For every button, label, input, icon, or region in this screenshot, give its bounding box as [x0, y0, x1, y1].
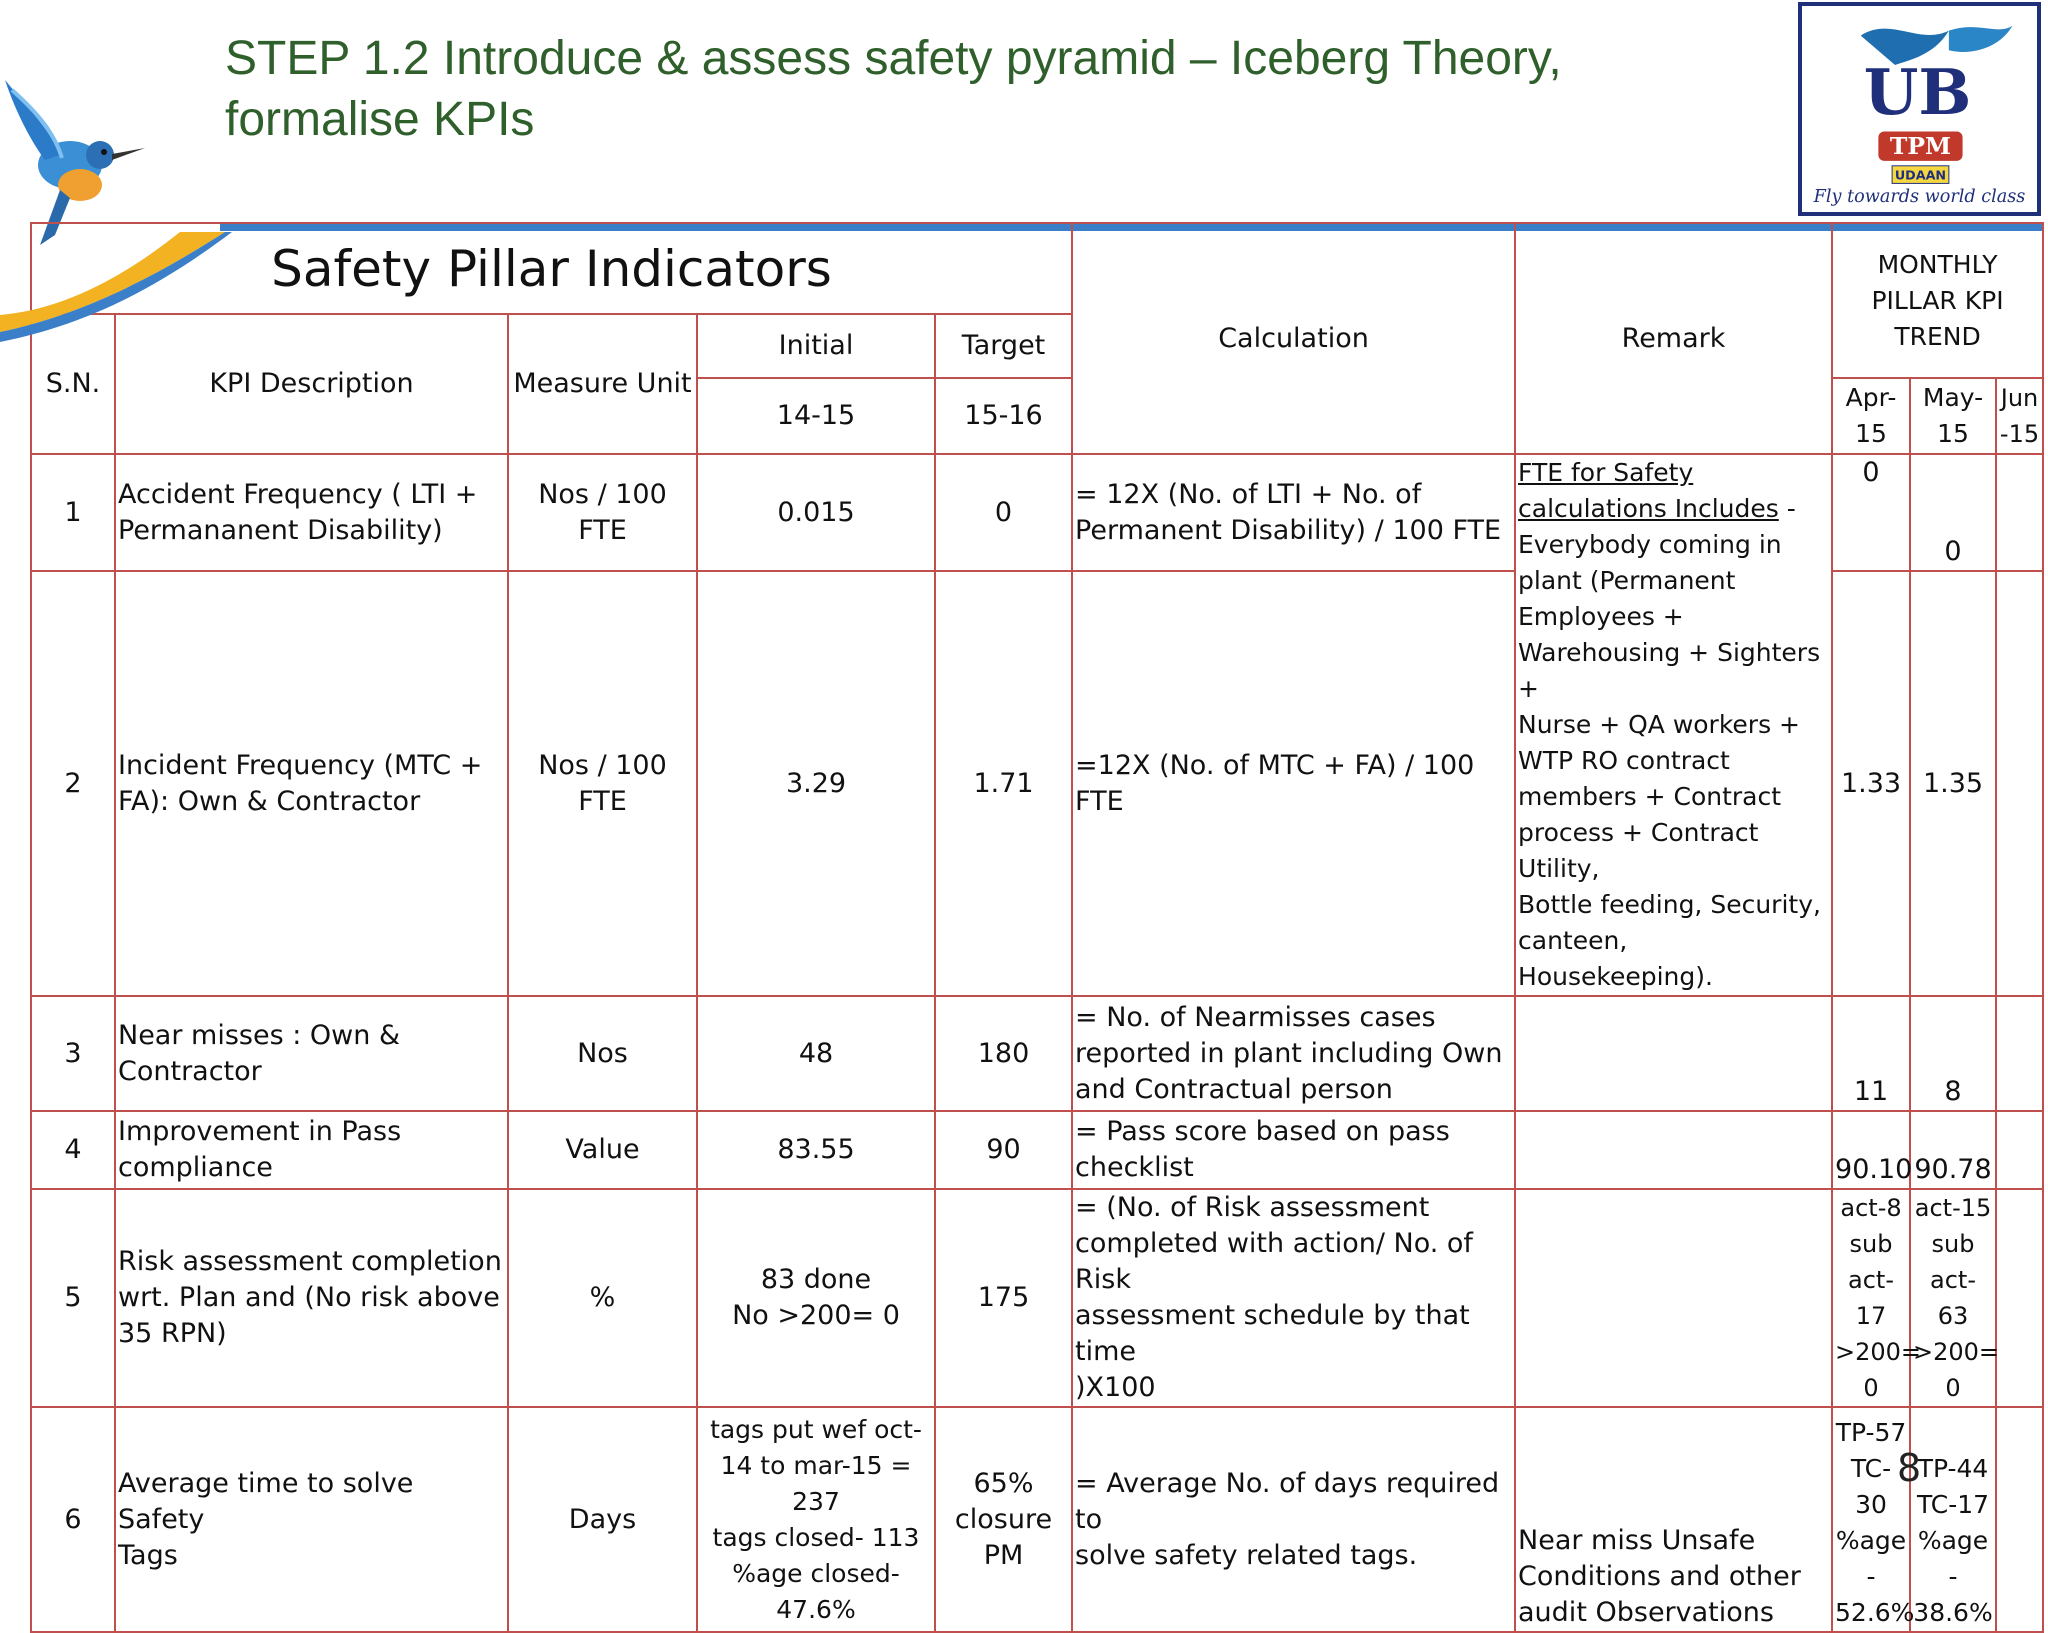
- header-calculation: Calculation: [1072, 223, 1515, 454]
- cell-text-line: Improvement in Pass: [118, 1116, 402, 1147]
- row-calculation: [1072, 996, 1515, 1111]
- row-apr: [1832, 571, 1910, 996]
- cell-text-line: = Pass score based on pass: [1075, 1116, 1450, 1147]
- row-initial: [697, 1189, 935, 1407]
- cell-text-line: plant (Permanent: [1518, 566, 1736, 595]
- header-target-year: 15-16: [935, 378, 1072, 454]
- cell-text-line: Bottle feeding, Security,: [1518, 890, 1821, 919]
- cell-text-line: audit Observations: [1518, 1597, 1774, 1628]
- row-sn: 6: [31, 1407, 115, 1632]
- row-initial: [697, 1407, 935, 1632]
- cell-text-line: compliance: [118, 1152, 273, 1183]
- title-line-1: STEP 1.2 Introduce & assess safety pyramid – Iceberg Theory,: [225, 32, 1562, 85]
- cell-text-line: Near miss Unsafe: [1518, 1525, 1756, 1556]
- logo-graphic: [1802, 6, 2037, 212]
- header-kpi-description: KPI Description: [115, 314, 508, 454]
- corner-swoosh-decoration: [0, 220, 240, 340]
- cell-text-line: checklist: [1075, 1152, 1194, 1183]
- month-apr-top: Apr-: [1845, 383, 1897, 412]
- cell-text-line: completed with action/ No. of Risk: [1075, 1228, 1473, 1295]
- cell-text-line: 38.6%: [1913, 1598, 1993, 1627]
- cell-text-line: Permananent Disability): [118, 514, 443, 546]
- cell-text-line: Warehousing + Sighters +: [1518, 638, 1821, 703]
- row-may: [1910, 996, 1996, 1111]
- row-target: [935, 1189, 1072, 1407]
- table-row: [31, 1189, 2043, 1407]
- cell-text-line: >200=: [1835, 1338, 1922, 1366]
- cell-text-line: %age closed-: [732, 1558, 900, 1588]
- cell-text-line: [1999, 1036, 2040, 1072]
- cell-text-line: >200=: [1913, 1338, 2000, 1366]
- row-target: [935, 996, 1072, 1111]
- cell-text-line: TC-17: [1916, 1490, 1990, 1519]
- row-kpi: [115, 1407, 508, 1632]
- row-unit: Value: [508, 1111, 697, 1189]
- cell-text-line: =12X (No. of MTC + FA) / 100 FTE: [1075, 749, 1475, 817]
- row-target: [935, 1407, 1072, 1632]
- row-jun: [1996, 1189, 2043, 1407]
- cell-text-line: 90: [986, 1134, 1021, 1165]
- cell-text-line: members + Contract: [1518, 782, 1782, 811]
- row-may: [1910, 454, 1996, 571]
- remark-link-line-1: FTE for Safety: [1518, 458, 1694, 487]
- cell-text-line: sub: [1931, 1230, 1975, 1258]
- header-month-jun: [1996, 378, 2043, 454]
- row-initial: [697, 454, 935, 571]
- row-sn: 3: [31, 996, 115, 1111]
- row-may: [1910, 1189, 2000, 1407]
- row-may: [1910, 1111, 1996, 1189]
- cell-text-line: act- 63: [1930, 1266, 1976, 1330]
- cell-text-line: [1999, 766, 2040, 802]
- cell-text-line: 11: [1853, 1076, 1889, 1107]
- header-sn: S.N.: [31, 314, 115, 454]
- row-jun: [1996, 996, 2043, 1111]
- cell-text-line: TC-30: [1850, 1454, 1892, 1519]
- table-row: [31, 454, 2043, 571]
- cell-text-line: Incident Frequency (MTC +: [118, 749, 483, 781]
- remark-body: [1518, 527, 1829, 995]
- cell-text-line: = 12X (No. of LTI + No. of: [1075, 478, 1422, 510]
- cell-text-line: [1518, 1280, 1829, 1316]
- header-month-apr: [1832, 378, 1910, 454]
- row-calculation: [1072, 1189, 1515, 1407]
- row-target: [935, 454, 1072, 571]
- cell-text-line: = No. of Nearmisses cases: [1075, 1001, 1436, 1033]
- cell-text-line: Near misses : Own &: [118, 1019, 400, 1051]
- trend-line-2: PILLAR KPI: [1871, 285, 2004, 315]
- month-may-bottom: 15: [1937, 419, 1969, 448]
- cell-text-line: [1999, 1132, 2040, 1168]
- row-remark: [1515, 1407, 1832, 1632]
- cell-text-line: reported in plant including Own: [1075, 1037, 1503, 1069]
- cell-text-line: 1.35: [1922, 767, 1984, 799]
- cell-text-line: 65%: [973, 1467, 1034, 1499]
- row-unit: Days: [508, 1407, 697, 1632]
- cell-text-line: [1518, 1036, 1829, 1072]
- row-apr: [1832, 1407, 1915, 1632]
- cell-text-line: 0: [1863, 1374, 1879, 1402]
- logo-sub: UDAAN: [1894, 167, 1947, 183]
- row-initial: [697, 571, 935, 996]
- cell-text-line: PM: [983, 1539, 1024, 1571]
- header-month-may: [1910, 378, 1996, 454]
- row-apr: [1832, 1111, 1913, 1189]
- logo-badge: TPM: [1889, 132, 1952, 161]
- cell-text-line: act-15: [1914, 1194, 1992, 1222]
- cell-text-line: = Average No. of days required to: [1075, 1467, 1500, 1535]
- cell-text-line: [1518, 1132, 1829, 1168]
- cell-text-line: %age -: [1917, 1526, 1989, 1591]
- cell-text-line: = (No. of Risk assessment: [1075, 1192, 1430, 1223]
- cell-text-line: Accident Frequency ( LTI +: [118, 478, 478, 510]
- cell-text-line: 237: [792, 1486, 840, 1516]
- cell-text-line: %age: [1835, 1526, 1907, 1555]
- cell-text-line: 14 to mar-15 =: [720, 1450, 912, 1480]
- row-may: [1910, 571, 1996, 996]
- cell-text-line: solve safety related tags.: [1075, 1539, 1418, 1571]
- row-unit: Nos / 100 FTE: [508, 571, 697, 996]
- cell-text-line: Employees +: [1518, 602, 1684, 631]
- row-apr: [1832, 996, 1910, 1111]
- cell-text-line: 1.71: [973, 767, 1034, 799]
- header-initial: Initial: [697, 314, 935, 378]
- header-target: Target: [935, 314, 1072, 378]
- row-kpi: [115, 1189, 508, 1407]
- row-calculation: [1072, 571, 1515, 996]
- cell-text-line: TP-44: [1917, 1454, 1989, 1483]
- cell-text-line: 47.6%: [776, 1594, 856, 1624]
- row-jun: [1996, 1407, 2043, 1632]
- table-heading: Safety Pillar Indicators: [31, 223, 1072, 314]
- cell-text-line: 90.78: [1914, 1154, 1992, 1185]
- cell-text-line: [1999, 1502, 2040, 1538]
- cell-text-line: Conditions and other: [1518, 1561, 1801, 1592]
- row-jun: [1996, 571, 2043, 996]
- row-calculation: [1072, 454, 1515, 571]
- cell-text-line: 3.29: [785, 767, 847, 799]
- row-remark: [1515, 1111, 1832, 1189]
- cell-text-line: canteen, Housekeeping).: [1518, 926, 1713, 991]
- cell-text-line: 0: [1945, 1374, 1961, 1402]
- table-row: [31, 996, 2043, 1111]
- udaan-tpm-logo: [1798, 2, 2041, 216]
- row-calculation: [1072, 1407, 1515, 1632]
- month-jun-bottom: -15: [1999, 420, 2040, 448]
- row-may: [1910, 1407, 1996, 1632]
- row-remark-shared: [1515, 454, 1832, 996]
- cell-text-line: Risk assessment completion: [118, 1246, 502, 1277]
- cell-text-line: WTP RO contract: [1518, 746, 1730, 775]
- header-remark: Remark: [1515, 223, 1832, 454]
- row-initial: [697, 1111, 935, 1189]
- cell-text-line: closure: [954, 1503, 1053, 1535]
- row-apr: [1832, 1189, 1922, 1407]
- row-kpi: [115, 996, 508, 1111]
- cell-text-line: process + Contract Utility,: [1518, 818, 1759, 883]
- row-jun: [1996, 454, 2043, 571]
- cell-text-line: [1999, 1280, 2040, 1316]
- row-unit: %: [508, 1189, 697, 1407]
- row-target: [935, 571, 1072, 996]
- month-jun-top: Jun: [2000, 384, 2039, 412]
- cell-text-line: tags closed- 113: [712, 1522, 920, 1552]
- table-row: [31, 1111, 2043, 1189]
- title-line-2: formalise KPIs: [225, 93, 535, 146]
- cell-text-line: Contractor: [118, 1055, 262, 1087]
- cell-text-line: Nurse + QA workers +: [1518, 710, 1800, 739]
- cell-text-line: 0: [1862, 457, 1880, 488]
- row-sn: 1: [31, 454, 115, 571]
- cell-text-line: 83 done: [760, 1264, 872, 1295]
- row-unit: Nos: [508, 996, 697, 1111]
- row-sn: 5: [31, 1189, 115, 1407]
- cell-text-line: act-8: [1840, 1194, 1902, 1222]
- row-kpi: [115, 1111, 508, 1189]
- cell-text-line: 48: [798, 1037, 834, 1069]
- row-calculation: [1072, 1111, 1515, 1189]
- cell-text-line: 0.015: [777, 496, 855, 528]
- header-initial-year: 14-15: [697, 378, 935, 454]
- logo-letters: UB: [1863, 54, 1972, 129]
- cell-text-line: )X100: [1075, 1372, 1156, 1403]
- header-measure-unit: Measure Unit: [508, 314, 697, 454]
- cell-text-line: Permanent Disability) / 100 FTE: [1075, 514, 1502, 546]
- header-monthly-trend: [1832, 223, 2043, 378]
- page-number: 8: [1897, 1446, 1922, 1490]
- cell-text-line: [1999, 495, 2040, 531]
- page-title: [225, 28, 1755, 150]
- cell-text-line: tags put wef oct-: [710, 1414, 922, 1444]
- trend-line-1: MONTHLY: [1877, 249, 1998, 279]
- month-apr-bottom: 15: [1855, 419, 1887, 448]
- cell-text-line: 1.33: [1840, 767, 1902, 799]
- row-apr: [1832, 454, 1910, 571]
- cell-text-line: 180: [977, 1037, 1030, 1069]
- cell-text-line: 175: [977, 1282, 1030, 1313]
- cell-text-line: TP-57: [1835, 1418, 1907, 1447]
- cell-text-line: 52.6%: [1835, 1598, 1915, 1627]
- cell-text-line: Average time to solve Safety: [118, 1467, 414, 1535]
- row-sn: 2: [31, 571, 115, 996]
- safety-kpi-table: [30, 222, 2044, 1633]
- row-remark: [1515, 1189, 1832, 1407]
- cell-text-line: 83.55: [777, 1134, 855, 1165]
- cell-text-line: 90.10: [1835, 1154, 1913, 1185]
- cell-text-line: 0: [994, 496, 1013, 528]
- row-jun: [1996, 1111, 2043, 1189]
- row-target: [935, 1111, 1072, 1189]
- cell-text-line: wrt. Plan and (No risk above: [118, 1282, 500, 1313]
- trend-line-3: TREND: [1894, 321, 1981, 351]
- remark-link-line-2: calculations Includes: [1518, 494, 1779, 523]
- logo-tagline: Fly towards world class: [1813, 187, 2026, 208]
- cell-text-line: act-: [1848, 1266, 1894, 1294]
- cell-text-line: 8: [1944, 1076, 1962, 1107]
- cell-text-line: Tags: [118, 1539, 178, 1571]
- remark-link-tail: -: [1778, 494, 1796, 523]
- cell-text-line: No >200= 0: [732, 1300, 900, 1331]
- row-unit: Nos / 100 FTE: [508, 454, 697, 571]
- row-remark: [1515, 996, 1832, 1111]
- cell-text-line: assessment schedule by that time: [1075, 1300, 1470, 1367]
- row-kpi: [115, 454, 508, 571]
- cell-text-line: and Contractual person: [1075, 1073, 1393, 1105]
- cell-text-line: -: [1866, 1562, 1876, 1591]
- row-initial: [697, 996, 935, 1111]
- cell-text-line: Everybody coming in: [1518, 530, 1782, 559]
- month-may-top: May-: [1922, 383, 1984, 412]
- cell-text-line: FA): Own & Contractor: [118, 785, 421, 817]
- cell-text-line: 17: [1855, 1302, 1887, 1330]
- cell-text-line: 0: [1944, 536, 1962, 568]
- cell-text-line: sub: [1849, 1230, 1893, 1258]
- cell-text-line: 35 RPN): [118, 1318, 227, 1349]
- row-sn: 4: [31, 1111, 115, 1189]
- table-row: [31, 1407, 2043, 1632]
- row-kpi: [115, 571, 508, 996]
